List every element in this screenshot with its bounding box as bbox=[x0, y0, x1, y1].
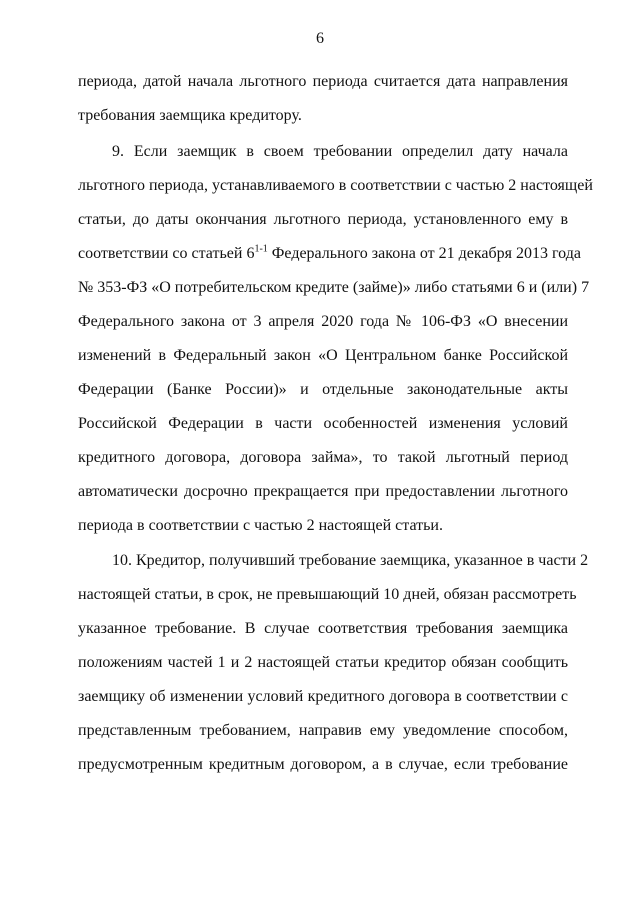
text-line: автоматически досрочно прекращается при предоставлении льготного bbox=[78, 483, 568, 500]
text-fragment: соответствии со статьей 6 bbox=[78, 245, 255, 262]
text-line: указанное требование. В случае соответствия требования заемщика bbox=[78, 620, 568, 637]
text-line: Российской Федерации в части особенностей изменения условий bbox=[78, 415, 568, 432]
text-line: заемщику об изменении условий кредитного договора в соответствии с bbox=[78, 688, 568, 705]
text-line: периода в соответствии с частью 2 настоящей статьи. bbox=[78, 517, 443, 534]
text-line: периода, датой начала льготного периода считается дата направления bbox=[78, 73, 568, 90]
text-line: кредитного договора, договора займа», то такой льготный период bbox=[78, 449, 568, 466]
text-line: 9. Если заемщик в своем требовании определил дату начала bbox=[112, 143, 568, 160]
text-line: Федерации (Банке России)» и отдельные законодательные акты bbox=[78, 381, 568, 398]
text-line: изменений в Федеральный закон «О Центральном банке Российской bbox=[78, 347, 568, 364]
text-line bbox=[78, 243, 581, 278]
text-line: статьи, до даты окончания льготного периода, установленного ему в bbox=[78, 211, 568, 228]
text-line: положениям частей 1 и 2 настоящей статьи кредитор обязан сообщить bbox=[78, 654, 568, 671]
paragraph-item-9 bbox=[78, 142, 593, 550]
text-line: представленным требованием, направив ему уведомление способом, bbox=[78, 722, 568, 739]
text-line: требования заемщика кредитору. bbox=[78, 107, 302, 124]
text-line: 10. Кредитор, получивший требование заемщика, указанное в части 2 bbox=[112, 552, 589, 569]
text-fragment: Федерального закона от 21 декабря 2013 года bbox=[267, 245, 581, 262]
paragraph-item-10 bbox=[78, 551, 589, 789]
page-number: 6 bbox=[316, 30, 324, 47]
paragraph-continuation bbox=[78, 72, 568, 140]
text-line: настоящей статьи, в срок, не превышающий 10 дней, обязан рассмотреть bbox=[78, 586, 577, 603]
text-line: предусмотренным кредитным договором, а в случае, если требование bbox=[78, 756, 568, 773]
text-line: льготного периода, устанавливаемого в соответствии с частью 2 настоящей bbox=[78, 177, 593, 194]
article-superscript: 1-1 bbox=[254, 243, 268, 255]
text-line: Федерального закона от 3 апреля 2020 года № 106-ФЗ «О внесении bbox=[78, 313, 568, 330]
text-line: № 353-ФЗ «О потребительском кредите (займе)» либо статьями 6 и (или) 7 bbox=[78, 279, 590, 296]
